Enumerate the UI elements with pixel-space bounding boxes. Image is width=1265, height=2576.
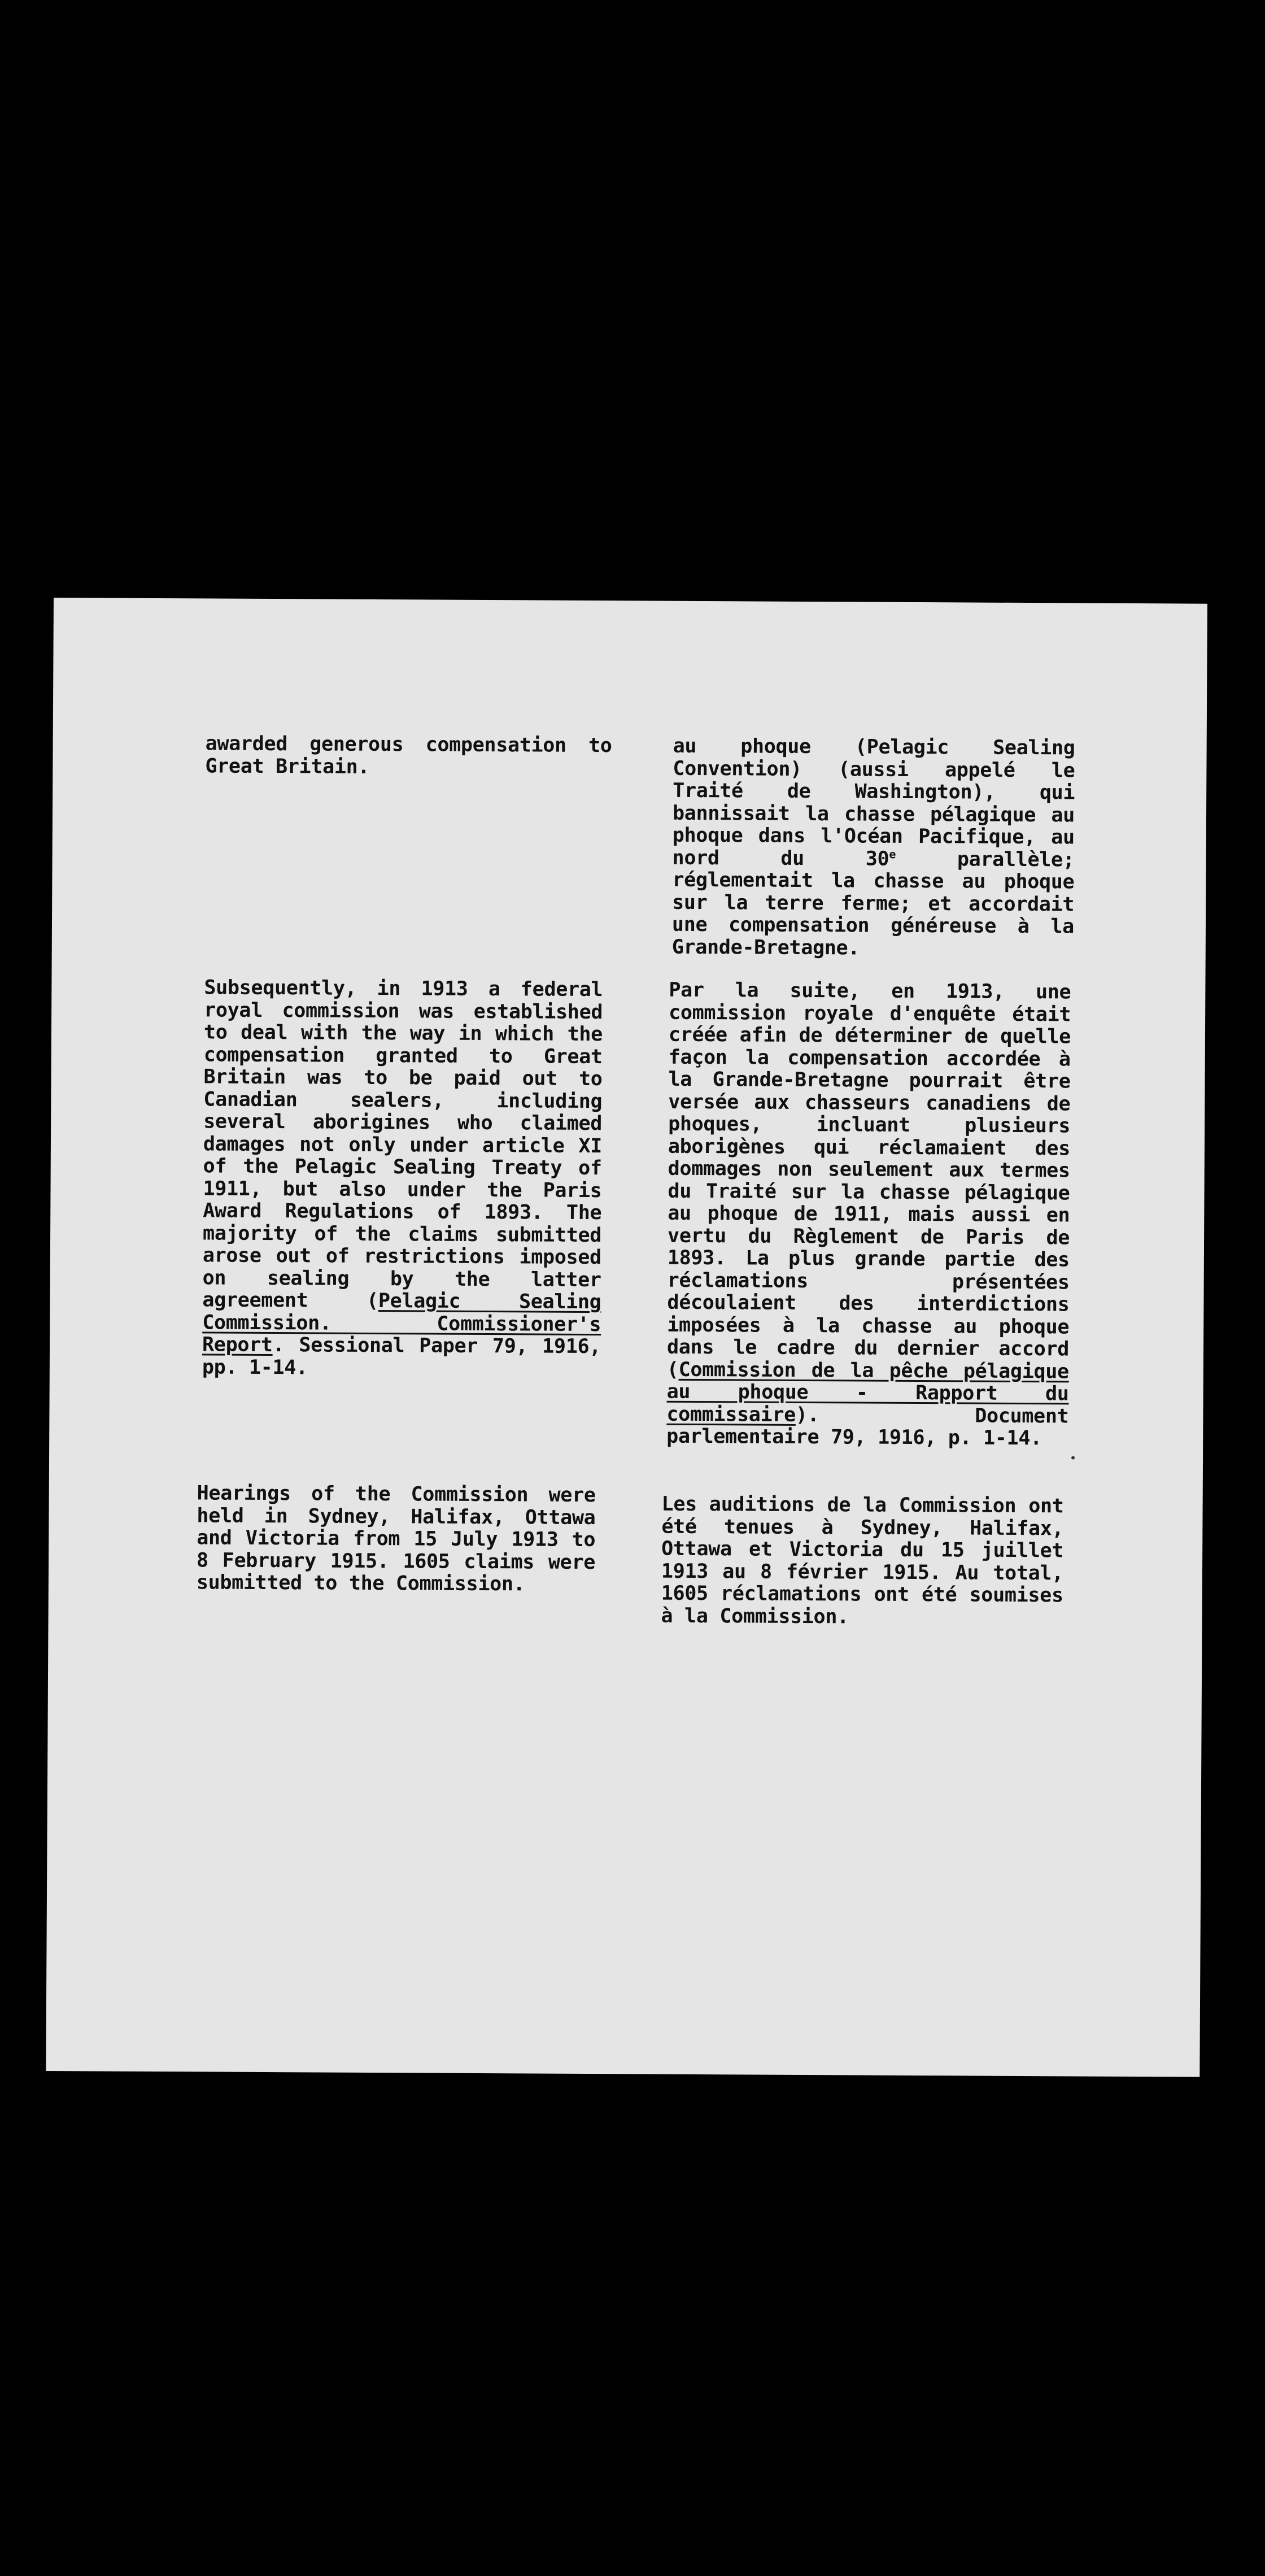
english-paragraph-2-tail: . Sessional Paper 79, 1916, pp. 1-14.: [202, 1334, 601, 1379]
french-paragraph-1-tail: parallèle; réglementait la chasse au phoque sur la terre ferme; et accordait une compensation généreuse à la Grande-Bretagne.: [671, 847, 1075, 959]
document-page: [46, 598, 1207, 2077]
english-paragraph-3: [197, 1482, 596, 1596]
english-paragraph-1-text: awarded generous compensation to Great Britain.: [205, 732, 612, 778]
ordinal-superscript: e: [889, 847, 896, 861]
french-paragraph-2-text: Par la suite, en 1913, une commission royale d'enquête était créée afin de déterminer de quelle façon la compensation accordée à la Grande-Bretagne pourrait être versée aux chasseurs canadiens de phoques, incluant plusieurs aborigènes qui réclamaient des dommages non seulement aux termes du Traité sur la chasse pélagique au phoque de 1911, mais aussi en vertu du Règlement de Paris de 1893. La plus grande partie des réclamations présentées découlaient des interdictions imposées à la chasse au phoque dans le cadre du dernier accord (: [666, 978, 1071, 1381]
english-paragraph-2-text: Subsequently, in 1913 a federal royal commission was established to deal with the way in which the compensation granted to Great Britain was to be paid out to Canadian sealers, including several aborigines who claimed damages not only under article XI of the Pelagic Sealing Treaty of 1911, but also under the Paris Award Regulations of 1893. The majority of the claims submitted arose out of restrictions imposed on sealing by the latter agreement (: [202, 976, 603, 1313]
french-paragraph-3: [661, 1494, 1063, 1630]
french-paragraph-2-tail: ). Document parlementaire 79, 1916, p. 1-14.: [666, 1403, 1069, 1450]
french-paragraph-3-text: Les auditions de la Commission ont été tenues à Sydney, Halifax, Ottawa et Victoria du 15 juillet 1913 au 8 février 1915. Au total, 1605 réclamations ont été soumises à la Commission.: [661, 1492, 1064, 1628]
scan-speck: [1071, 1456, 1075, 1459]
french-paragraph-1: [672, 736, 1075, 961]
english-citation-title: Pelagic Sealing Commission. Commissioner's Report: [202, 1290, 601, 1357]
french-paragraph-2: [666, 980, 1071, 1450]
french-citation-title: Commission de la pêche pélagique au phoque - Rapport du commissaire: [666, 1358, 1069, 1426]
english-paragraph-1: [205, 733, 612, 780]
english-paragraph-2: [202, 977, 603, 1381]
english-paragraph-3-text: Hearings of the Commission were held in Sydney, Halifax, Ottawa and Victoria from 15 July 1913 to 8 February 1915. 1605 claims were submitted to the Commission.: [196, 1482, 596, 1596]
french-paragraph-1-text: au phoque (Pelagic Sealing Convention) (aussi appelé le Traité de Washington), qui bannissait la chasse pélagique au phoque dans l'Océan Pacifique, au nord du 30: [672, 734, 1075, 871]
